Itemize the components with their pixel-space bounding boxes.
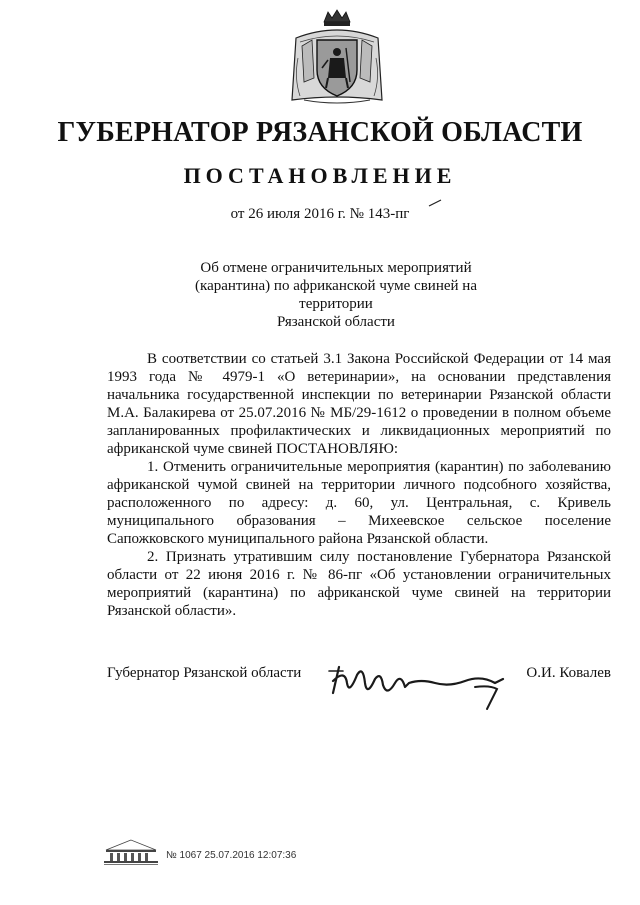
registration-stamp: № 1067 25.07.2016 12:07:36 — [166, 850, 297, 861]
document-type: ПОСТАНОВЛЕНИЕ — [183, 163, 457, 188]
issuing-authority: ГУБЕРНАТОР РЯЗАНСКОЙ ОБЛАСТИ — [57, 117, 583, 148]
decree-subject — [160, 259, 512, 331]
handwritten-signature — [325, 653, 515, 711]
preamble-paragraph: В соответствии со статьей 3.1 Закона Российской Федерации от 14 мая 1993 года № 4979-1 «О ветеринарии», на основании представления начальника государственной инспекции по ветеринарии Рязанской области М.А. Балакирева от 25.07.2016 № МБ/29-1612 о проведении в полном объеме запланированных профилактических и ликвидационных мероприятий по африканской чуме свиней ПОСТАНОВЛЯЮ: — [107, 351, 611, 457]
decree-body — [107, 350, 611, 620]
subject-line: Об отмене ограничительных мероприятий — [200, 260, 472, 276]
coat-of-arms-icon — [284, 8, 390, 108]
clause-1-paragraph: 1. Отменить ограничительные мероприятия (карантин) по заболеванию африканской чумой свиней на территории личного подсобного хозяйства, расположенного по адресу: д. 60, ул. Центральная, с. Кривель муниципального образования – Михеевское сельское поселение Сапожковского муниципального района Рязанской области. — [107, 459, 611, 547]
subject-line: Рязанской области — [277, 314, 395, 330]
decree-number: от 26 июля 2016 г. № 143-пг — [230, 206, 410, 222]
signature-block — [107, 653, 611, 713]
signer-position: Губернатор Рязанской области — [107, 665, 302, 681]
signer-name: О.И. Ковалев — [526, 665, 611, 681]
clause-2-paragraph: 2. Признать утратившим силу постановление Губернатора Рязанской области от 22 июня 2016 г. № 86-пг «Об установлении ограничительных мероприятий (карантина) по африканской чуме свиней на территории Рязанской области». — [107, 549, 611, 619]
document-footer — [102, 838, 462, 868]
subject-line: (карантина) по африканской чуме свиней на территории — [195, 278, 477, 312]
government-building-icon — [102, 838, 160, 866]
